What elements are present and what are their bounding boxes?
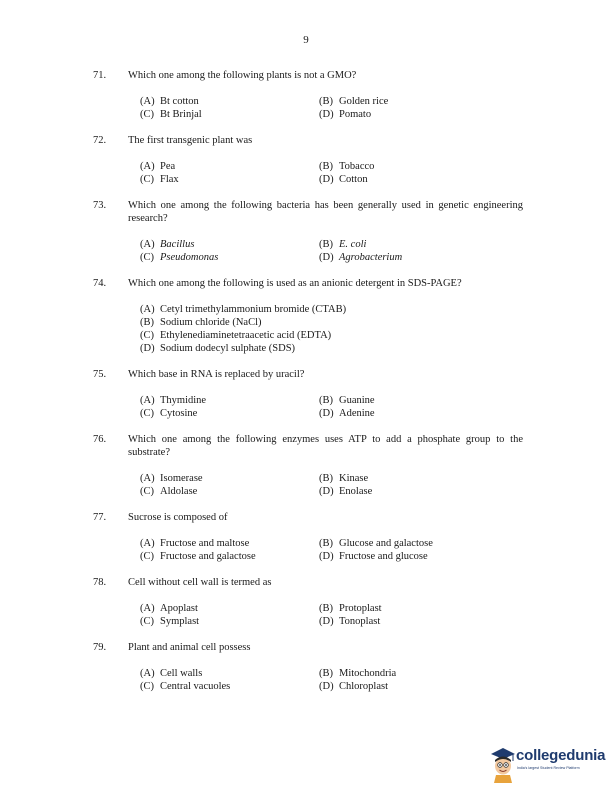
page-number: 9 <box>303 34 309 46</box>
option-text: Agrobacterium <box>339 252 403 263</box>
question-number: 71. <box>93 70 107 81</box>
option-text: Apoplast <box>160 603 198 614</box>
option-a <box>140 472 319 485</box>
option-text: E. coli <box>339 239 367 250</box>
option-label: (A) <box>140 304 155 315</box>
option-d <box>319 550 519 563</box>
option-text: Adenine <box>339 408 375 419</box>
option-text: Aldolase <box>160 486 198 497</box>
brand-tagline: India's largest Student Review Platform <box>517 766 580 770</box>
option-text: Sodium chloride (NaCl) <box>160 317 262 328</box>
option-label: (A) <box>140 668 155 679</box>
question-78 <box>93 576 523 628</box>
option-text: Symplast <box>160 616 200 627</box>
question-number: 78. <box>93 577 107 588</box>
option-c <box>140 329 520 342</box>
option-b <box>319 472 519 485</box>
option-label: (B) <box>319 161 333 172</box>
option-text: Fructose and maltose <box>160 538 250 549</box>
option-text: Thymidine <box>160 395 207 406</box>
option-d <box>319 407 519 420</box>
option-label: (C) <box>140 252 154 263</box>
option-label: (B) <box>319 96 333 107</box>
question-text: Which one among the following plants is not a GMO? <box>128 70 357 81</box>
option-b <box>319 667 519 680</box>
option-c <box>140 615 319 628</box>
option-a <box>140 95 319 108</box>
question-79 <box>93 641 523 693</box>
option-d <box>140 342 520 355</box>
option-a <box>140 667 319 680</box>
option-b <box>319 394 519 407</box>
option-a <box>140 602 319 615</box>
question-number: 73. <box>93 200 107 211</box>
question-number: 74. <box>93 278 107 289</box>
option-d <box>319 485 519 498</box>
option-c <box>140 550 319 563</box>
option-c <box>140 485 319 498</box>
option-label: (C) <box>140 616 154 627</box>
question-77 <box>93 511 523 563</box>
option-label: (A) <box>140 603 155 614</box>
option-c <box>140 251 319 264</box>
option-label: (D) <box>319 486 334 497</box>
option-text: Golden rice <box>339 96 389 107</box>
option-text: Ethylenediaminetetraacetic acid (EDTA) <box>160 330 332 341</box>
option-label: (D) <box>319 174 334 185</box>
option-c <box>140 108 319 121</box>
option-label: (A) <box>140 96 155 107</box>
option-label: (B) <box>319 395 333 406</box>
question-text: Which base in RNA is replaced by uracil? <box>128 369 305 380</box>
question-text: The first transgenic plant was <box>128 135 253 146</box>
option-label: (B) <box>319 538 333 549</box>
question-text: Plant and animal cell possess <box>128 642 251 653</box>
option-a <box>140 238 319 251</box>
option-a <box>140 394 319 407</box>
option-text: Bt Brinjal <box>160 109 202 120</box>
question-71 <box>93 69 523 121</box>
option-label: (C) <box>140 551 154 562</box>
option-label: (C) <box>140 408 154 419</box>
option-label: (C) <box>140 486 154 497</box>
option-label: (B) <box>319 603 333 614</box>
option-label: (D) <box>319 109 334 120</box>
option-text: Fructose and glucose <box>339 551 428 562</box>
option-b <box>319 602 519 615</box>
option-text: Cetyl trimethylammonium bromide (CTAB) <box>160 304 347 315</box>
option-text: Protoplast <box>339 603 382 614</box>
option-text: Pomato <box>339 109 372 120</box>
option-b <box>319 160 519 173</box>
option-text: Chloroplast <box>339 681 388 692</box>
brand-name: collegedunia <box>516 747 606 764</box>
question-number: 76. <box>93 434 107 445</box>
option-text: Glucose and galactose <box>339 538 433 549</box>
question-74 <box>93 277 523 355</box>
option-label: (A) <box>140 161 155 172</box>
question-text: Which one among the following is used as an anionic detergent in SDS-PAGE? <box>128 278 462 289</box>
option-label: (D) <box>319 681 334 692</box>
option-d <box>319 680 519 693</box>
option-text: Cell walls <box>160 668 203 679</box>
option-label: (B) <box>319 668 333 679</box>
option-label: (D) <box>319 252 334 263</box>
graduate-mascot-icon <box>488 745 518 783</box>
question-number: 77. <box>93 512 107 523</box>
question-72 <box>93 134 523 186</box>
option-label: (C) <box>140 681 154 692</box>
option-b <box>319 238 519 251</box>
option-label: (D) <box>319 408 334 419</box>
option-text: Central vacuoles <box>160 681 231 692</box>
question-text: Which one among the following bacteria has been generally used in genetic engineering research? <box>128 200 523 224</box>
option-label: (B) <box>140 317 154 328</box>
option-text: Bacillus <box>160 239 195 250</box>
option-text: Pea <box>160 161 176 172</box>
option-c <box>140 680 319 693</box>
option-label: (A) <box>140 395 155 406</box>
option-b <box>319 95 519 108</box>
option-text: Kinase <box>339 473 369 484</box>
option-text: Mitochondria <box>339 668 397 679</box>
question-text: Cell without cell wall is termed as <box>128 577 272 588</box>
option-a <box>140 303 520 316</box>
question-number: 79. <box>93 642 107 653</box>
option-text: Flax <box>160 174 179 185</box>
option-b <box>140 316 520 329</box>
option-label: (B) <box>319 473 333 484</box>
question-number: 75. <box>93 369 107 380</box>
option-label: (C) <box>140 330 154 341</box>
option-text: Fructose and galactose <box>160 551 256 562</box>
question-number: 72. <box>93 135 107 146</box>
option-d <box>319 173 519 186</box>
option-text: Pseudomonas <box>160 252 219 263</box>
option-label: (C) <box>140 174 154 185</box>
option-text: Bt cotton <box>160 96 199 107</box>
option-text: Guanine <box>339 395 375 406</box>
option-c <box>140 407 319 420</box>
collegedunia-logo <box>488 745 612 785</box>
option-label: (D) <box>319 616 334 627</box>
question-73 <box>93 199 523 264</box>
option-text: Tonoplast <box>339 616 381 627</box>
option-text: Cotton <box>339 174 368 185</box>
option-label: (A) <box>140 473 155 484</box>
option-text: Cytosine <box>160 408 198 419</box>
option-label: (D) <box>319 551 334 562</box>
option-text: Tobacco <box>339 161 375 172</box>
option-d <box>319 615 519 628</box>
question-75 <box>93 368 523 420</box>
option-label: (B) <box>319 239 333 250</box>
option-a <box>140 537 319 550</box>
option-b <box>319 537 519 550</box>
option-text: Sodium dodecyl sulphate (SDS) <box>160 343 296 354</box>
option-a <box>140 160 319 173</box>
option-d <box>319 251 519 264</box>
question-76 <box>93 433 523 498</box>
question-text: Which one among the following enzymes uses ATP to add a phosphate group to the substrate? <box>128 434 523 458</box>
option-text: Isomerase <box>160 473 203 484</box>
question-text: Sucrose is composed of <box>128 512 228 523</box>
option-d <box>319 108 519 121</box>
option-label: (D) <box>140 343 155 354</box>
option-c <box>140 173 319 186</box>
option-label: (C) <box>140 109 154 120</box>
option-text: Enolase <box>339 486 373 497</box>
option-label: (A) <box>140 239 155 250</box>
option-label: (A) <box>140 538 155 549</box>
